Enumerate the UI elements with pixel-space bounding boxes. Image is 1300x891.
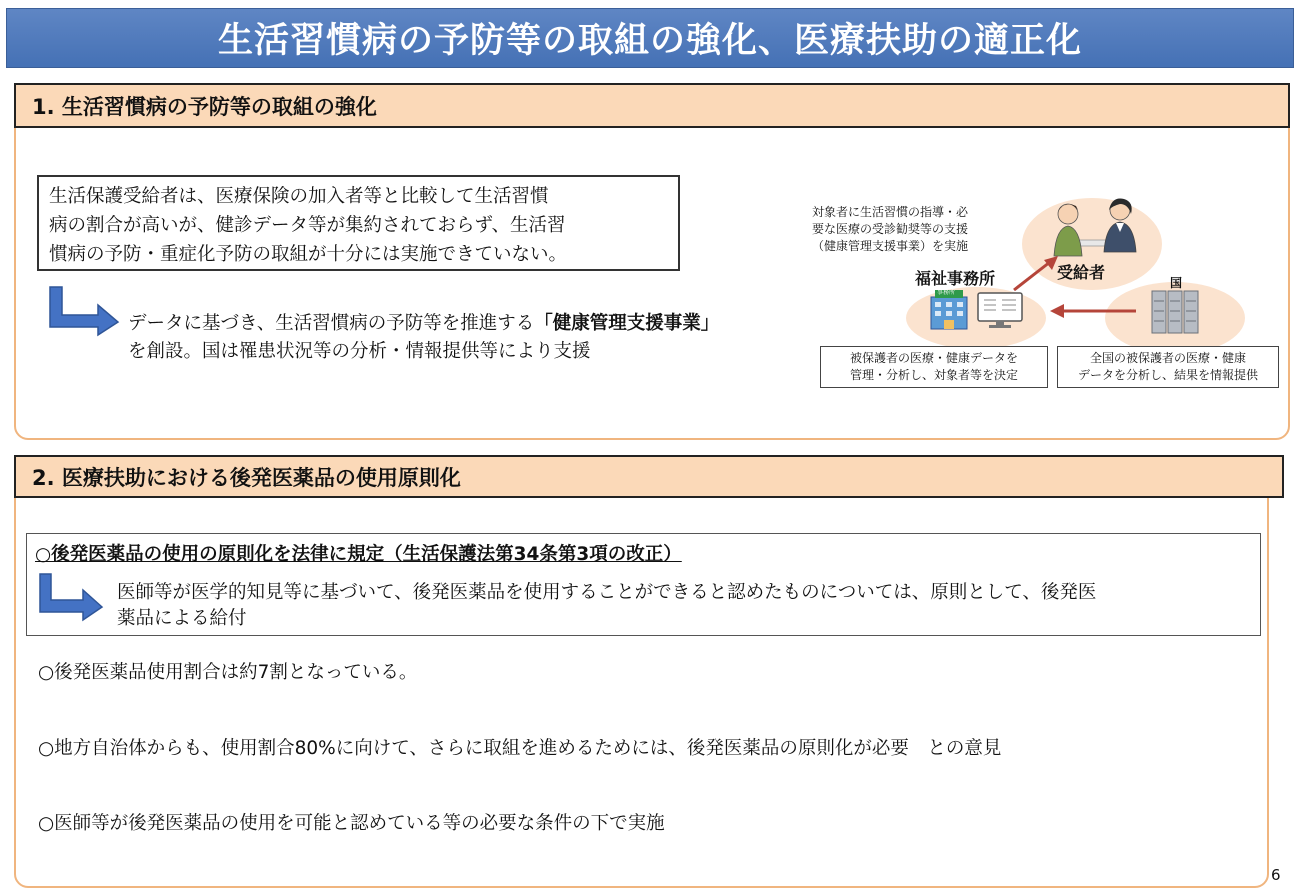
flow-arrow-icon <box>36 572 106 622</box>
country-note-box: 全国の被保護者の医療・健康 データを分析し、結果を情報提供 <box>1057 346 1279 388</box>
intro-line: 生活保護受給者は、医療保険の加入者等と比較して生活習慣 <box>49 186 549 207</box>
figure-caption: 対象者に生活習慣の指導・必 要な医療の受診勧奨等の支援 （健康管理支援事業）を実施 <box>812 205 969 253</box>
rule-box <box>26 533 1261 636</box>
rule-body: 医師等が医学的知見等に基づいて、後発医薬品を使用することができると認めたものについては、原則として、後発医 薬品による給付 <box>117 582 1097 629</box>
recipient-label: 受給者 <box>1057 263 1106 282</box>
intro-line: 慣病の予防・重症化予防の取組が十分には実施できていない。 <box>49 244 568 265</box>
support-arrow-icon <box>1010 252 1062 294</box>
intro-box <box>37 175 680 271</box>
result-line1-prefix: データに基づき、生活習慣病の予防等を推進する <box>128 313 535 334</box>
office-label: 福祉事務所 <box>915 269 996 288</box>
section1-heading: 1. 生活習慣病の予防等の取組の強化 <box>14 83 1290 128</box>
result-line2: を創設。国は罹患状況等の分析・情報提供等により支援 <box>128 341 591 362</box>
program-name: 「健康管理支援事業」 <box>534 313 720 334</box>
page-title: 生活習慣病の予防等の取組の強化、医療扶助の適正化 <box>217 21 1082 61</box>
page-number: 6 <box>1271 866 1281 884</box>
section2-heading: 2. 医療扶助における後発医薬品の使用原則化 <box>14 455 1284 498</box>
bullet-item: ○地方自治体からも、使用割合80%に向けて、さらに取組を進めるためには、後発医薬品の原則化が必要 との意見 <box>38 738 1002 759</box>
building-sign: 事務所 <box>937 289 956 296</box>
title-bar <box>6 8 1294 68</box>
country-label: 国 <box>1170 276 1183 290</box>
bullet-item: ○医師等が後発医薬品の使用を可能と認めている等の必要な条件の下で実施 <box>38 813 665 834</box>
computer-icon <box>976 291 1024 331</box>
bullet-item: ○後発医薬品使用割合は約7割となっている。 <box>38 662 418 683</box>
result-text <box>128 310 848 366</box>
flow-arrow-icon <box>46 285 122 337</box>
server-icon <box>1150 289 1200 335</box>
rule-title: ○後発医薬品の使用の原則化を法律に規定（生活保護法第34条第3項の改正） <box>35 544 682 565</box>
intro-line: 病の割合が高いが、健診データ等が集約されておらず、生活習 <box>49 215 566 236</box>
office-note-box: 被保護者の医療・健康データを 管理・分析し、対象者等を決定 <box>820 346 1048 388</box>
data-flow-arrow-icon <box>1048 302 1138 320</box>
